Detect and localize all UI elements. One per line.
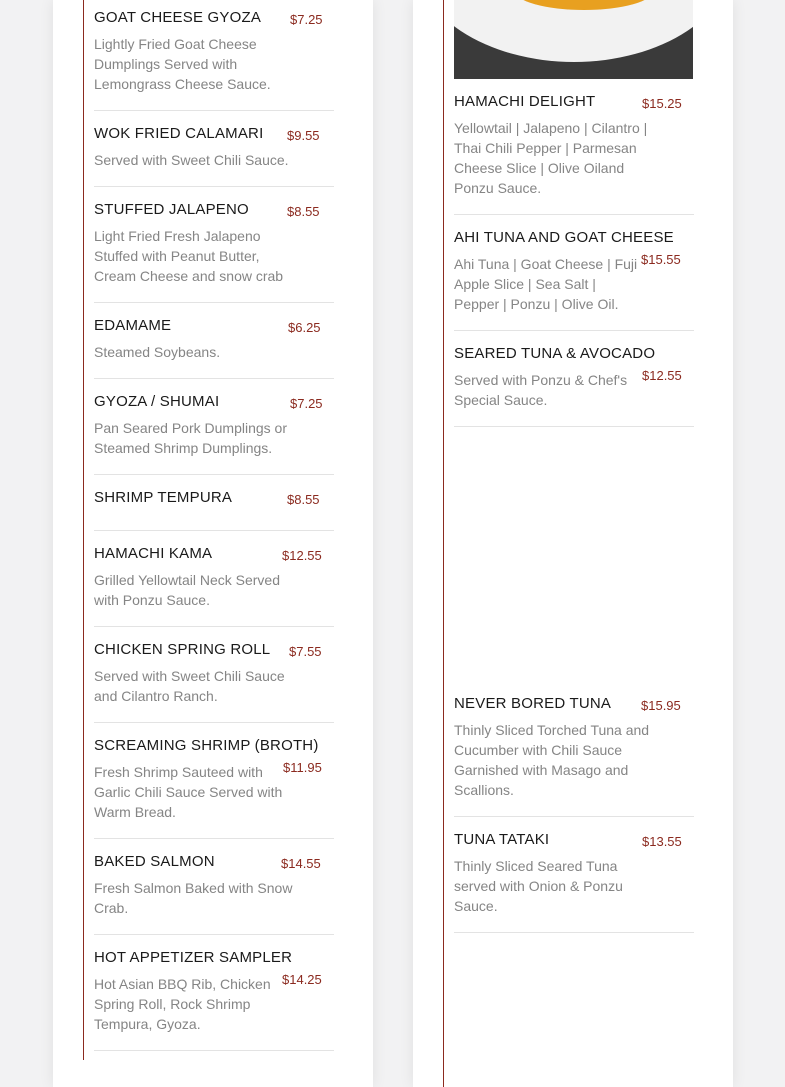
menu-item — [94, 488, 334, 531]
menu-item — [454, 830, 694, 933]
menu-item-price: $8.55 — [287, 492, 320, 507]
menu-item — [454, 344, 694, 427]
menu-item — [94, 8, 334, 111]
menu-item-description: Pan Seared Pork Dumplings or Steamed Shrimp Dumplings. — [94, 420, 287, 456]
menu-item-name: STUFFED JALAPENO — [94, 201, 249, 218]
menu-item — [94, 640, 334, 723]
menu-item — [94, 392, 334, 475]
menu-item-description: Lightly Fried Goat Cheese Dumplings Served with Lemongrass Cheese Sauce. — [94, 36, 271, 92]
menu-item — [94, 852, 334, 935]
menu-item-description: Steamed Soybeans. — [94, 344, 221, 360]
menu-item — [94, 124, 334, 187]
menu-item-name: BAKED SALMON — [94, 853, 215, 870]
menu-item-description: Fresh Salmon Baked with Snow Crab. — [94, 880, 293, 916]
menu-item-name: TUNA TATAKI — [454, 831, 550, 848]
menu-item — [94, 200, 334, 303]
menu-item-name: HOT APPETIZER SAMPLER — [94, 949, 293, 966]
dish-photo — [454, 0, 693, 79]
menu-item-price: $13.55 — [642, 834, 682, 849]
menu-item — [454, 92, 694, 215]
menu-item-description: Served with Ponzu & Chef's Special Sauce. — [454, 372, 628, 408]
menu-item-name: SHRIMP TEMPURA — [94, 489, 233, 506]
menu-item-price: $15.95 — [641, 698, 681, 713]
menu-item-price: $8.55 — [287, 204, 320, 219]
menu-item-name: HAMACHI DELIGHT — [454, 93, 596, 110]
menu-item-name: SEARED TUNA & AVOCADO — [454, 345, 656, 362]
menu-item-name: EDAMAME — [94, 317, 172, 334]
menu-item-description: Ahi Tuna | Goat Cheese | Fuji Apple Slice | Sea Salt | Pepper | Ponzu | Olive Oil. — [454, 256, 638, 312]
menu-item-description: Hot Asian BBQ Rib, Chicken Spring Roll, Rock Shrimp Tempura, Gyoza. — [94, 976, 271, 1032]
menu-card-left — [53, 0, 373, 1087]
menu-item-description: Thinly Sliced Torched Tuna and Cucumber with Chili Sauce Garnished with Masago and Scallions. — [454, 722, 650, 798]
menu-item-price: $9.55 — [287, 128, 320, 143]
accent-divider-line — [83, 0, 84, 1060]
menu-item — [94, 544, 334, 627]
menu-item-price: $7.25 — [290, 12, 323, 27]
menu-item-price: $7.25 — [290, 396, 323, 411]
menu-item-price: $12.55 — [642, 368, 682, 383]
menu-item — [94, 948, 334, 1051]
menu-item — [94, 316, 334, 379]
menu-card-right — [413, 0, 733, 1087]
menu-item-description: Grilled Yellowtail Neck Served with Ponzu Sauce. — [94, 572, 280, 608]
menu-item-name: GOAT CHEESE GYOZA — [94, 9, 262, 26]
menu-item-name: CHICKEN SPRING ROLL — [94, 641, 271, 658]
menu-item-price: $15.25 — [642, 96, 682, 111]
menu-item — [94, 736, 334, 839]
menu-item-price: $7.55 — [289, 644, 322, 659]
menu-item-description: Thinly Sliced Seared Tuna served with Onion & Ponzu Sauce. — [454, 858, 623, 914]
menu-item — [454, 694, 694, 817]
menu-item-description: Light Fried Fresh Jalapeno Stuffed with Peanut Butter, Cream Cheese and snow crab — [94, 228, 284, 284]
menu-item-name: AHI TUNA AND GOAT CHEESE — [454, 229, 674, 246]
menu-item-description: Served with Sweet Chili Sauce and Cilantro Ranch. — [94, 668, 285, 704]
menu-item-description: Fresh Shrimp Sauteed with Garlic Chili Sauce Served with Warm Bread. — [94, 764, 283, 820]
menu-item-price: $15.55 — [641, 252, 681, 267]
menu-item-price: $14.55 — [281, 856, 321, 871]
menu-item-price: $12.55 — [282, 548, 322, 563]
menu-item-price: $11.95 — [283, 760, 322, 775]
menu-item-name: GYOZA / SHUMAI — [94, 393, 220, 410]
menu-item-name: NEVER BORED TUNA — [454, 695, 612, 712]
accent-divider-line — [443, 0, 444, 1087]
menu-item-description: Served with Sweet Chili Sauce. — [94, 152, 289, 168]
menu-item-name: WOK FRIED CALAMARI — [94, 125, 264, 142]
menu-item-price: $6.25 — [288, 320, 321, 335]
menu-item-name: HAMACHI KAMA — [94, 545, 213, 562]
menu-item-description: Yellowtail | Jalapeno | Cilantro | Thai Chili Pepper | Parmesan Cheese Slice | Olive Oiland Ponzu Sauce. — [454, 120, 648, 196]
menu-item-price: $14.25 — [282, 972, 322, 987]
menu-item-name: SCREAMING SHRIMP (BROTH) — [94, 737, 319, 754]
menu-item — [454, 228, 694, 331]
